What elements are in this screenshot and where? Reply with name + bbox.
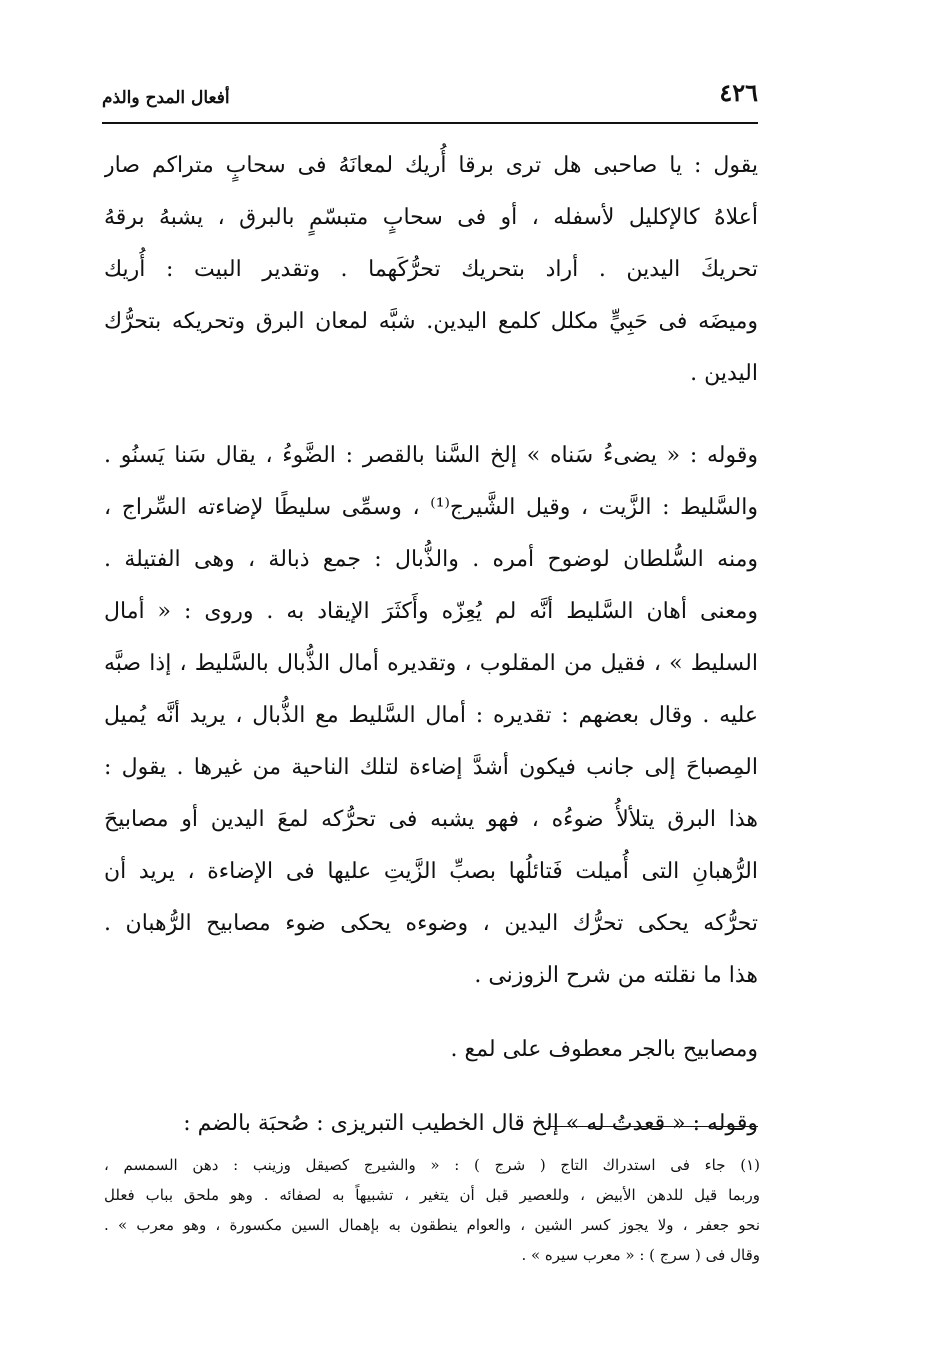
paragraph-1 [104, 140, 758, 400]
main-text [104, 140, 758, 1150]
paragraph-gap [104, 400, 758, 430]
paragraph-gap [104, 1076, 758, 1098]
text-line: هذا البرق يتلألأُ ضوءُه ، فهو يشبه فى تحرُّكه لمعَ اليدين أو مصابيحَ [104, 807, 758, 832]
paragraph-gap [104, 1002, 758, 1024]
text-line: تحرُّكه يحكى تحرُّك اليدين ، وضوءه يحكى ضوء مصابيح الرُّهبان . [104, 911, 758, 936]
paragraph-3 [104, 1024, 758, 1076]
text-line: السليط » ، فقيل من المقلوب ، وتقديره أمال الذُّبال بالسَّليط ، إذا صبَّه [104, 651, 758, 676]
text-line: يقول : يا صاحبى هل ترى برقا أُريك لمعانَهُ فى سحابٍ متراكم صار [104, 153, 758, 178]
footnote-line: وربما قيل للدهن الأبيض ، وللعصير قبل أن يتغير ، تشبيهاً به لصفائه . وهو ملحق بباب فعلل [104, 1186, 760, 1204]
text-line: ومعنى أهان السَّليط أنَّه لم يُعِزّه وأَكثَرَ الإيقاد به . وروى : « أمال [104, 599, 758, 624]
text-line: وقوله : « يضىءُ سَناه » إلخ السَّنا بالقصر : الضَّوءُ ، يقال سَنا يَسنُو . [104, 443, 758, 468]
text-line: أعلاهُ كالإكليل لأسفله ، أو فى سحابٍ متبسّمٍ بالبرق ، يشبهُ برقهُ [104, 205, 758, 230]
text-line: وقوله : « قعدتُ له » إلخ قال الخطيب التبريزى : صُحبَة بالضم : [183, 1111, 758, 1136]
footnote-line: (١) جاء فى استدراك التاج ( شرج ) : « والشيرج كصيقل وزينب : دهن السمسم ، [104, 1156, 760, 1174]
text-line: اليدين . [690, 361, 758, 386]
footnote [104, 1150, 760, 1270]
text-line: المِصباحَ إلى جانب فيكون أشدَّ إضاءة لتلك الناحية من غيرها . يقول : [104, 755, 758, 780]
text-line: ومصابيح بالجر معطوف على لمع . [450, 1037, 758, 1062]
footnote-line: وقال فى ( سرج ) : « معرب سيره » . [521, 1246, 760, 1264]
text-line: ومنه السُّلطان لوضوح أمره . والذُّبال : جمع ذبالة ، وهى الفتيلة . [104, 547, 758, 572]
paragraph-2 [104, 430, 758, 1002]
text-line: وميضَه فى حَبِيٍّ مكلل كلمع اليدين. شبَّه لمعان البرق وتحريكه بتحرُّك [104, 309, 758, 334]
paragraph-4 [104, 1098, 758, 1150]
page-header [102, 76, 758, 124]
footnote-line: نحو جعفر ، ولا يجوز كسر الشين ، والعوام ينطقون به بإهمال السين مكسورة ، وهو معرب » . [104, 1216, 760, 1234]
text-line: والسَّليط : الزَّيت ، وقيل الشَّيرج⁽¹⁾ ، وسمِّى سليطًا لإضاءته السِّراج ، [104, 495, 758, 520]
running-title: أفعال المدح والذم [102, 88, 230, 108]
footnote-divider [548, 1126, 758, 1127]
page-number: ٤٢٦ [719, 78, 758, 107]
text-line: الرُّهبانِ التى أُميلت فَتائلُها بصبِّ الزَّيتِ عليها فى الإضاءة ، يريد أن [104, 859, 758, 884]
text-line: هذا ما نقلته من شرح الزوزنى . [474, 963, 758, 988]
text-line: عليه . وقال بعضهم : تقديره : أمال السَّليط مع الذُّبال ، يريد أنَّه يُميل [104, 703, 758, 728]
text-line: تحريكَ اليدين . أراد بتحريك تحرُّكَهما . وتقدير البيت : أُريك [104, 257, 758, 282]
